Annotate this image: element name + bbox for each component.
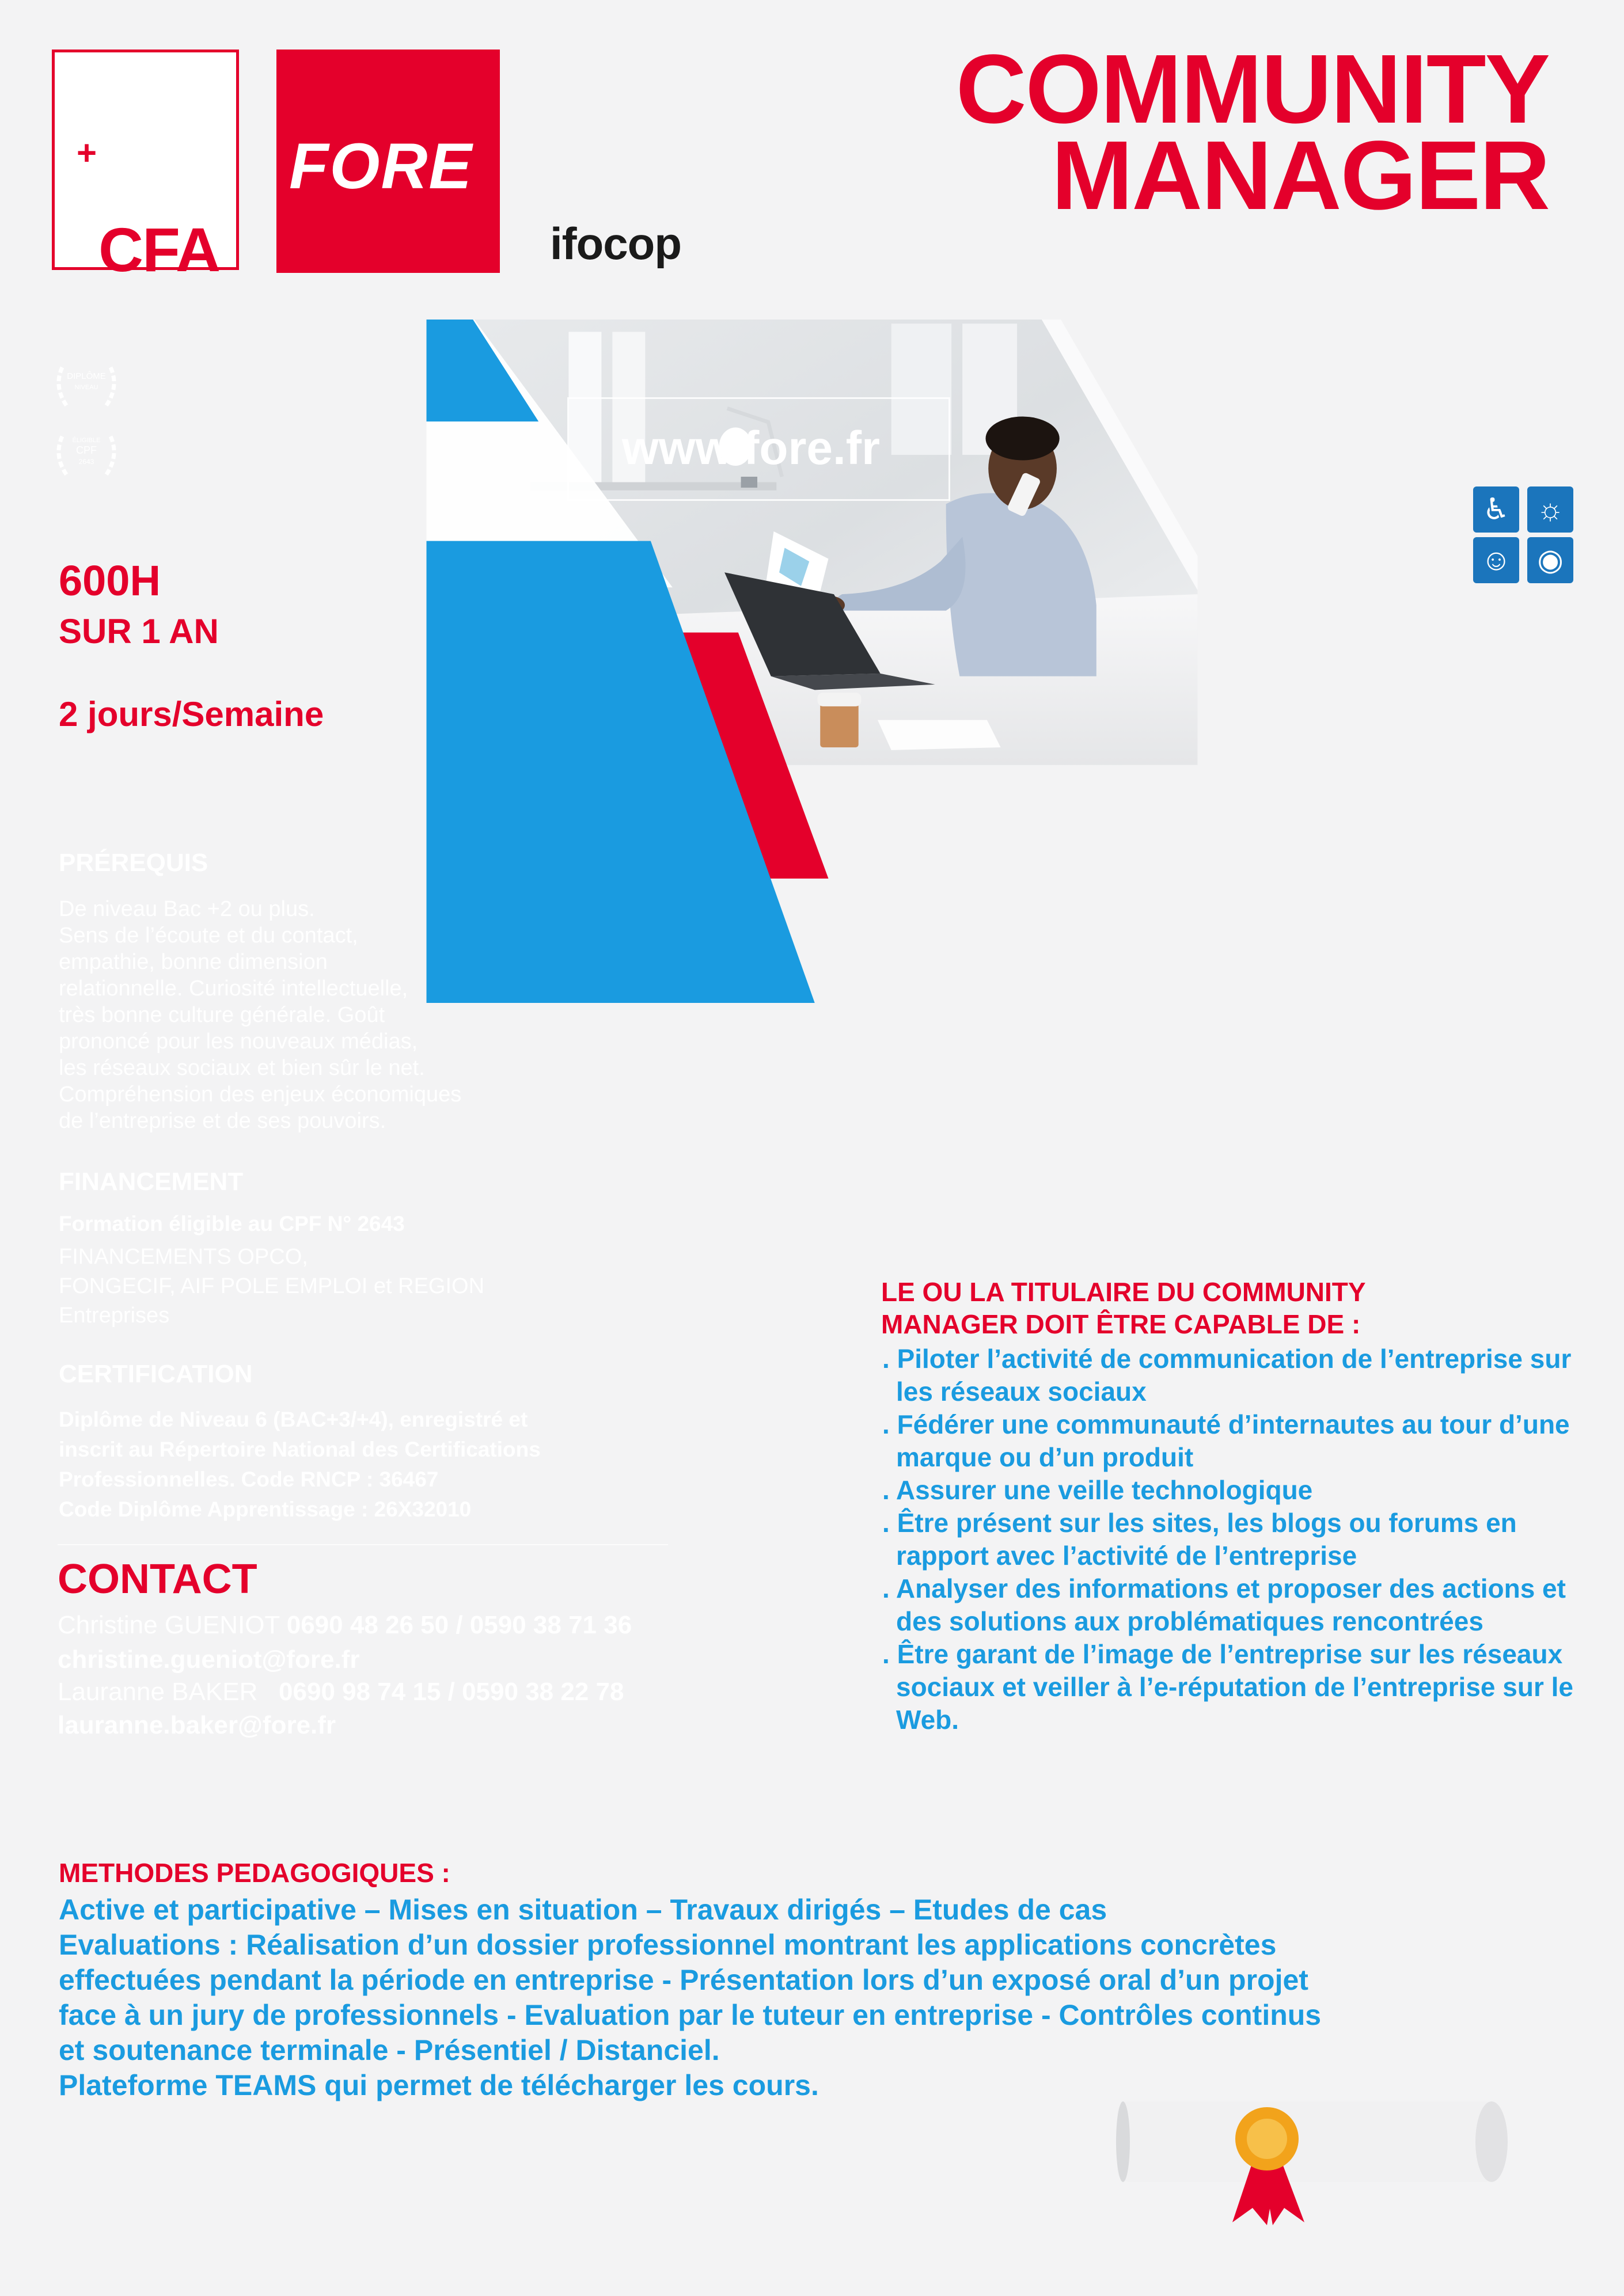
contact-name-2: Lauranne BAKER xyxy=(58,1678,258,1706)
financement-cpf: Formation éligible au CPF N° 2643 xyxy=(59,1212,405,1236)
contact-email-2[interactable]: lauranne.baker@fore.fr xyxy=(58,1711,336,1739)
certification-title: CERTIFICATION xyxy=(59,1360,253,1388)
wheelchair-icon: ♿ xyxy=(1473,486,1519,533)
skills-heading: LE OU LA TITULAIRE DU COMMUNITY MANAGER DOIT ÊTRE CAPABLE DE : xyxy=(881,1277,1366,1339)
rhythm-value: 2 jours/Semaine xyxy=(59,695,324,733)
skills-list xyxy=(876,1343,1585,1736)
methods-text: Active et participative – Mises en situation – Travaux dirigés – Etudes de cas Evaluations : Réalisation d’un dossier professionnel montrant les applications concrètes effectuées pendant la période en entreprise - Présentation lors d’un exposé oral d’un projet face à un jury de professionnels - Evaluation par le tuteur en entreprise - Contrôles continus et soutenance terminale - Présentiel / Distanciel. Plateforme TEAMS qui permet de télécharger les cours. xyxy=(59,1894,1322,2101)
svg-text:CPF: CPF xyxy=(76,444,97,456)
svg-text:2643: 2643 xyxy=(78,458,94,466)
svg-text:ÉLIGIBLE: ÉLIGIBLE xyxy=(72,437,101,444)
contact-phones-2[interactable]: 0690 98 74 15 / 0590 38 22 78 xyxy=(279,1678,624,1706)
certification-text: Diplôme de Niveau 6 (BAC+3/+4), enregistré et inscrit au Répertoire National des Certifications Professionnelles. Code RNCP : 36467 Code Diplôme Apprentissage : 26X32010 xyxy=(59,1408,541,1521)
list-item: . Assurer une veille technologique xyxy=(876,1474,1585,1507)
methods-title: METHODES PEDAGOGIQUES : xyxy=(59,1858,450,1888)
list-item: . Être présent sur les sites, les blogs ou forums en rapport avec l’activité de l’entreprise xyxy=(876,1507,1585,1572)
contact-divider xyxy=(58,1544,668,1545)
duration-value: SUR 1 AN xyxy=(59,612,219,651)
hours-value: 600H xyxy=(59,557,161,605)
financement-title: FINANCEMENT xyxy=(59,1168,244,1196)
list-item: . Piloter l’activité de communication de l’entreprise sur les réseaux sociaux xyxy=(876,1343,1585,1408)
list-item: . Fédérer une communauté d’internautes au tour d’une marque ou d’un produit xyxy=(876,1408,1585,1474)
page-title: COMMUNITY MANAGER xyxy=(955,35,1549,230)
visual-icon: ◉ xyxy=(1527,537,1573,583)
prerequis-title: PRÉREQUIS xyxy=(59,849,208,877)
hearing-icon: ☼ xyxy=(1527,486,1573,533)
contact-person-2 xyxy=(58,1678,624,1706)
svg-text:DIPLÔME: DIPLÔME xyxy=(67,371,106,381)
cognitive-icon: ☺ xyxy=(1473,537,1519,583)
cfa-logo: CFA + xyxy=(52,50,239,270)
contact-name-1: Christine GUENIOT xyxy=(58,1611,280,1639)
cpf-laurel-icon xyxy=(46,425,127,488)
svg-text:NIVEAU: NIVEAU xyxy=(74,384,98,391)
contact-person-1 xyxy=(58,1611,632,1640)
list-item: . Être garant de l’image de l’entreprise sur les réseaux sociaux et veiller à l’e-réputation de l’entreprise sur le Web. xyxy=(876,1638,1585,1736)
contact-title: CONTACT xyxy=(58,1556,257,1602)
diploma-laurel-icon xyxy=(46,356,127,419)
prerequis-text: De niveau Bac +2 ou plus. Sens de l’écoute et du contact, empathie, bonne dimension relationnelle. Curiosité intellectuelle, très bonne culture générale. Goût prononcé pour les nouveaux médias, les réseaux sociaux et bien sûr le net. Compréhension des enjeux économiques de l’entreprise et de ses pouvoirs. xyxy=(59,897,462,1133)
diploma-scroll-icon xyxy=(1111,2078,1515,2228)
financement-text: FINANCEMENTS OPCO, FONGECIF, AIF POLE EMPLOI et REGION Entreprises xyxy=(59,1245,485,1328)
fore-logo: FORE xyxy=(276,50,500,273)
contact-email-1[interactable]: christine.gueniot@fore.fr xyxy=(58,1645,360,1674)
list-item: . Analyser des informations et proposer des actions et des solutions aux problématiques rencontrées xyxy=(876,1572,1585,1638)
ifocop-logo: ifocop xyxy=(550,218,681,269)
website-link[interactable]: www.fore.fr xyxy=(622,422,880,474)
contact-phones-1[interactable]: 0690 48 26 50 / 0590 38 71 36 xyxy=(286,1611,632,1639)
